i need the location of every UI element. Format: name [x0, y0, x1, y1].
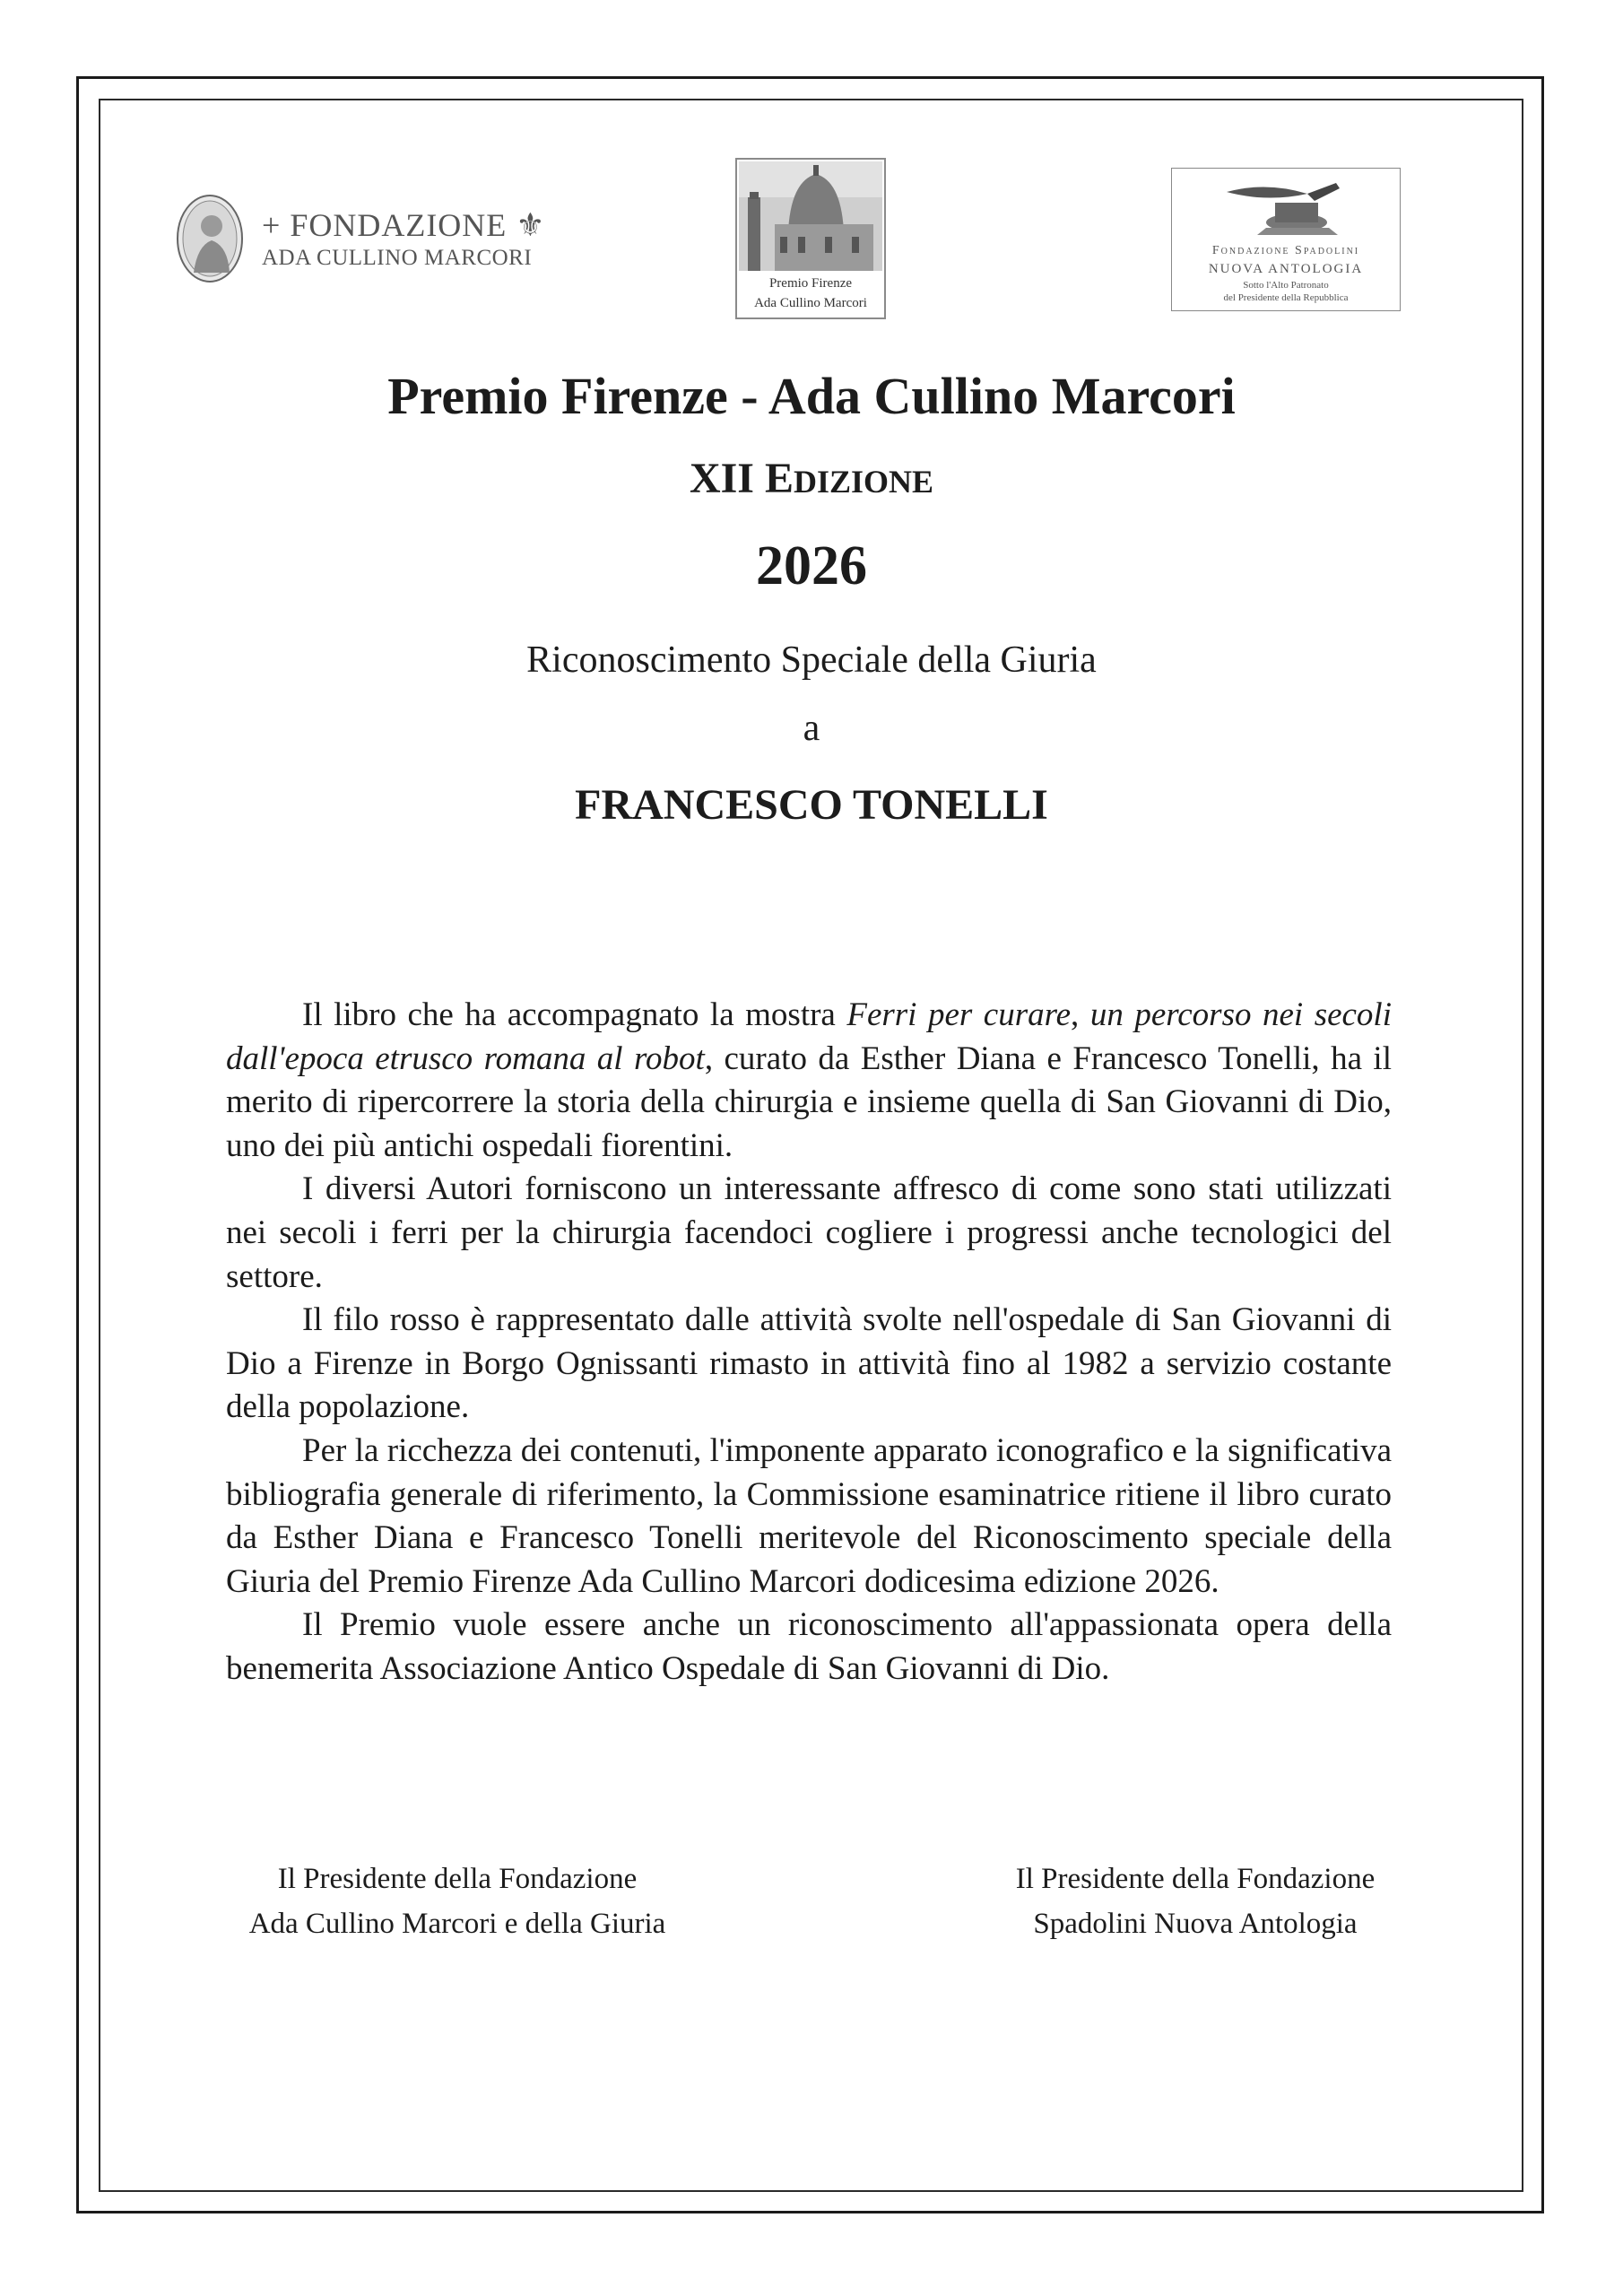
portrait-medallion-icon [176, 194, 244, 283]
paragraph-4: Per la ricchezza dei contenuti, l'imponente apparato iconografico e la significativa bibliografia generale di riferimento, la Commissione esaminatrice ritiene il libro curato da Esther Diana e Francesco Tonelli meritevole del Riconoscimento speciale della Giuria del Premio Firenze Ada Cullino Marcori dodicesima edizione 2026. [226, 1431, 1392, 1600]
signature-right-line-1: Il Presidente della Fondazione [1015, 1863, 1376, 1895]
paragraph-5: Il Premio vuole essere anche un riconoscimento all'appassionata opera della benemerita Associazione Antico Ospedale di San Giovanni di Dio. [226, 1606, 1392, 1687]
spadolini-line-2: NUOVA ANTOLOGIA [1208, 262, 1364, 276]
signature-right-line-2: Spadolini Nuova Antologia [1033, 1908, 1358, 1940]
premio-firenze-logo [735, 158, 886, 319]
lily-icon: ⚜ [507, 207, 546, 243]
paragraph-2: I diversi Autori forniscono un interessante affresco di come sono stati utilizzati nei secoli i ferri per la chirurgia facendoci cogliere i progressi anche tecnologici del settore. [226, 1170, 1392, 1295]
paragraph-1: Il libro che ha accompagnato la mostra Ferri per curare, un percorso nei secoli dall'epoca etrusco romana al robot, curato da Esther Diana e Francesco Tonelli, ha il merito di ripercorrere la storia della chirurgia e insieme quella di San Giovanni di Dio, uno dei più antichi ospedali fiorentini. [226, 996, 1392, 1164]
signature-right [944, 1857, 1446, 1946]
fondazione-spadolini-logo [1171, 168, 1401, 311]
edition-label [0, 454, 1623, 503]
year: 2026 [756, 535, 867, 596]
signature-left [206, 1857, 708, 1946]
page-title: Premio Firenze - Ada Cullino Marcori [387, 367, 1236, 425]
motivation-text [226, 994, 1392, 1692]
recognition-title: Riconoscimento Speciale della Giuria [526, 639, 1097, 681]
quill-inkwell-icon [1221, 176, 1352, 242]
recipient-name: FRANCESCO TONELLI [575, 781, 1048, 829]
fondazione-marcori-logo [176, 194, 570, 287]
cross-icon: + [262, 207, 291, 243]
signature-left-line-2: Ada Cullino Marcori e della Giuria [248, 1908, 666, 1940]
spadolini-line-3: Sotto l'Alto Patronato [1243, 280, 1329, 291]
premio-logo-caption-1: Premio Firenze [768, 276, 853, 291]
preposition: a [803, 708, 820, 749]
paragraph-3: Il filo rosso è rappresentato dalle attività svolte nell'ospedale di San Giovanni di Dio a Firenze in Borgo Ognissanti rimasto in attività fino al 1982 a servizio costante della popolazione. [226, 1301, 1392, 1426]
cathedral-dome-icon [739, 161, 882, 271]
spadolini-line-4: del Presidente della Repubblica [1223, 292, 1349, 303]
edition-word: EDIZIONE [764, 455, 934, 502]
signature-left-line-1: Il Presidente della Fondazione [277, 1863, 638, 1895]
fondazione-subtitle: ADA CULLINO MARCORI [262, 246, 533, 270]
premio-logo-caption-2: Ada Cullino Marcori [754, 296, 867, 310]
spadolini-line-1: Fondazione Spadolini [1211, 244, 1360, 257]
fondazione-name: + FONDAZIONE ⚜ [262, 207, 546, 243]
edition-roman: XII [689, 455, 754, 502]
